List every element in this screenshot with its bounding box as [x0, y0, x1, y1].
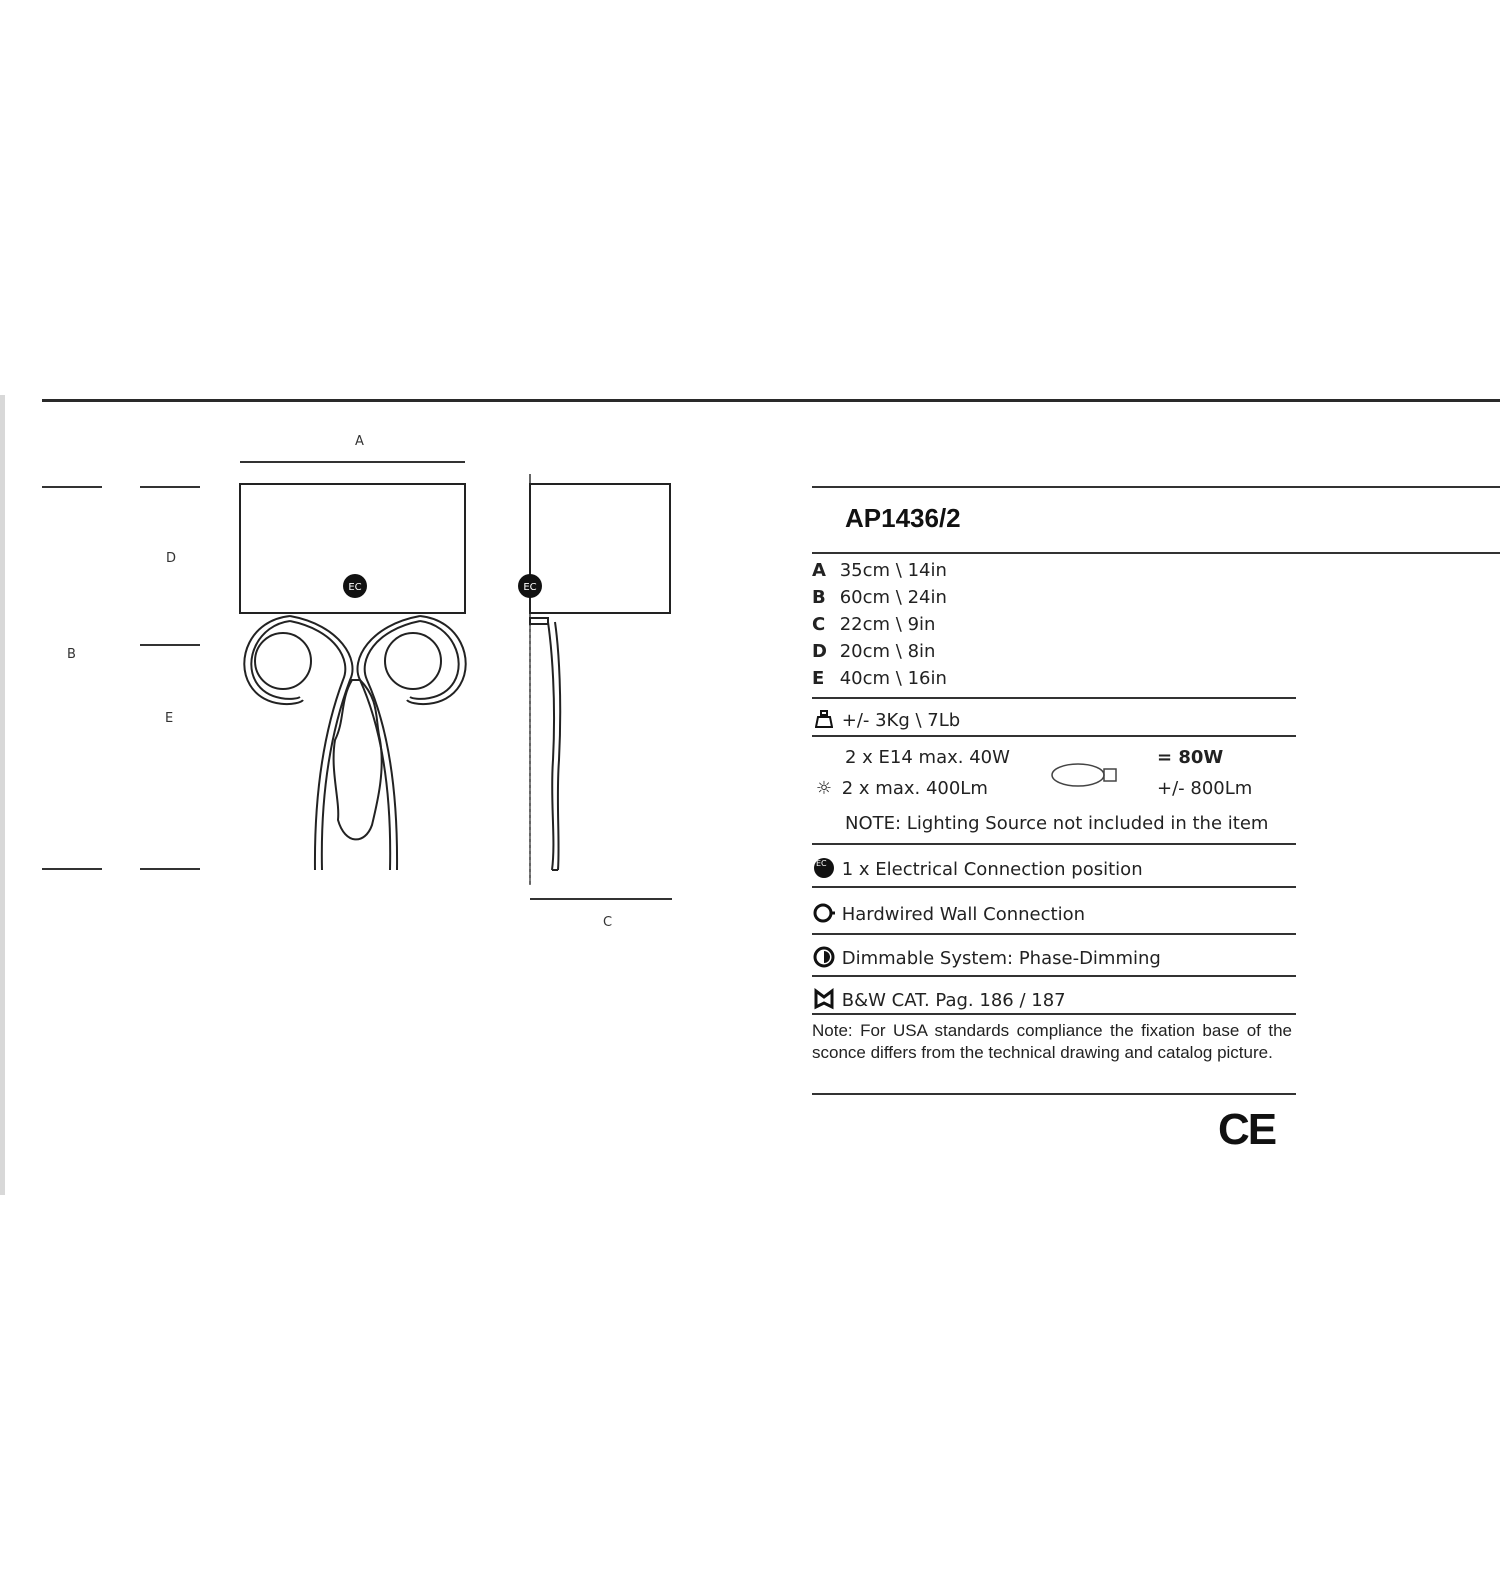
rule — [812, 1013, 1296, 1015]
dimming-value: Dimmable System: Phase-Dimming — [841, 948, 1161, 969]
dimming-row — [812, 942, 1161, 969]
dim-value: 35cm \ 14in — [839, 560, 947, 581]
dim-value: 60cm \ 24in — [839, 587, 947, 608]
rule — [812, 735, 1296, 737]
wall-connection-row — [812, 898, 1085, 925]
dim-letter: E — [812, 668, 825, 689]
dim-label-e: E — [165, 711, 174, 726]
sun-icon: ☼ — [815, 778, 833, 799]
spec-title-rule — [812, 552, 1500, 554]
catalog-value: B&W CAT. Pag. 186 / 187 — [841, 990, 1066, 1011]
dimmer-icon — [812, 942, 836, 969]
front-scroll-arms — [244, 616, 465, 870]
dim-label-c: C — [603, 915, 613, 930]
dim-letter: A — [812, 560, 826, 581]
electrical-value: 1 x Electrical Connection position — [841, 859, 1143, 880]
spec-top-rule — [812, 486, 1500, 488]
ec-icon — [812, 853, 836, 880]
rule — [812, 1093, 1296, 1095]
ec-marker-front-label: EC — [348, 582, 362, 593]
dim-row-c — [812, 614, 935, 635]
lumens-value: 2 x max. 400Lm — [841, 778, 988, 799]
bulbs-value: 2 x E14 max. 40W — [845, 747, 1010, 768]
dim-row-b — [812, 587, 947, 608]
total-lumens: +/- 800Lm — [1157, 778, 1253, 799]
catalog-icon — [812, 984, 836, 1011]
ce-mark: CE — [1218, 1105, 1276, 1154]
dim-row-e — [812, 668, 947, 689]
dim-label-a: A — [355, 434, 364, 449]
dim-letter: D — [812, 641, 827, 662]
usa-note: Note: For USA standards compliance the fixation base of the sconce differs from the technical drawing and catalog picture. — [812, 1021, 1292, 1062]
dim-letter: C — [812, 614, 826, 635]
rule — [812, 697, 1296, 699]
total-watts: = 80W — [1157, 747, 1224, 768]
weight-value: +/- 3Kg \ 7Lb — [841, 710, 961, 731]
weight-icon — [812, 706, 836, 731]
dim-label-b: B — [67, 647, 76, 662]
dim-value: 20cm \ 8in — [839, 641, 936, 662]
wall-connection-value: Hardwired Wall Connection — [841, 904, 1086, 925]
ec-marker-side-label: EC — [523, 582, 537, 593]
electrical-row — [812, 853, 1143, 880]
ec-icon-label: EC — [816, 859, 827, 868]
dim-row-d — [812, 641, 935, 662]
side-arm — [530, 618, 560, 870]
bulb-icon — [1050, 760, 1120, 794]
dim-label-d: D — [166, 551, 177, 566]
rule — [812, 933, 1296, 935]
side-shade — [530, 484, 670, 613]
catalog-row — [812, 984, 1066, 1011]
dim-letter: B — [812, 587, 826, 608]
dim-row-a — [812, 560, 947, 581]
dim-value: 22cm \ 9in — [839, 614, 936, 635]
model-number: AP1436/2 — [845, 503, 961, 533]
light-note: NOTE: Lighting Source not included in the item — [845, 813, 1269, 834]
wall-connection-icon — [812, 898, 836, 925]
weight-row — [812, 706, 960, 731]
lumens-row — [812, 778, 988, 799]
rule — [812, 975, 1296, 977]
rule — [812, 843, 1296, 845]
rule — [812, 886, 1296, 888]
dim-value: 40cm \ 16in — [839, 668, 947, 689]
